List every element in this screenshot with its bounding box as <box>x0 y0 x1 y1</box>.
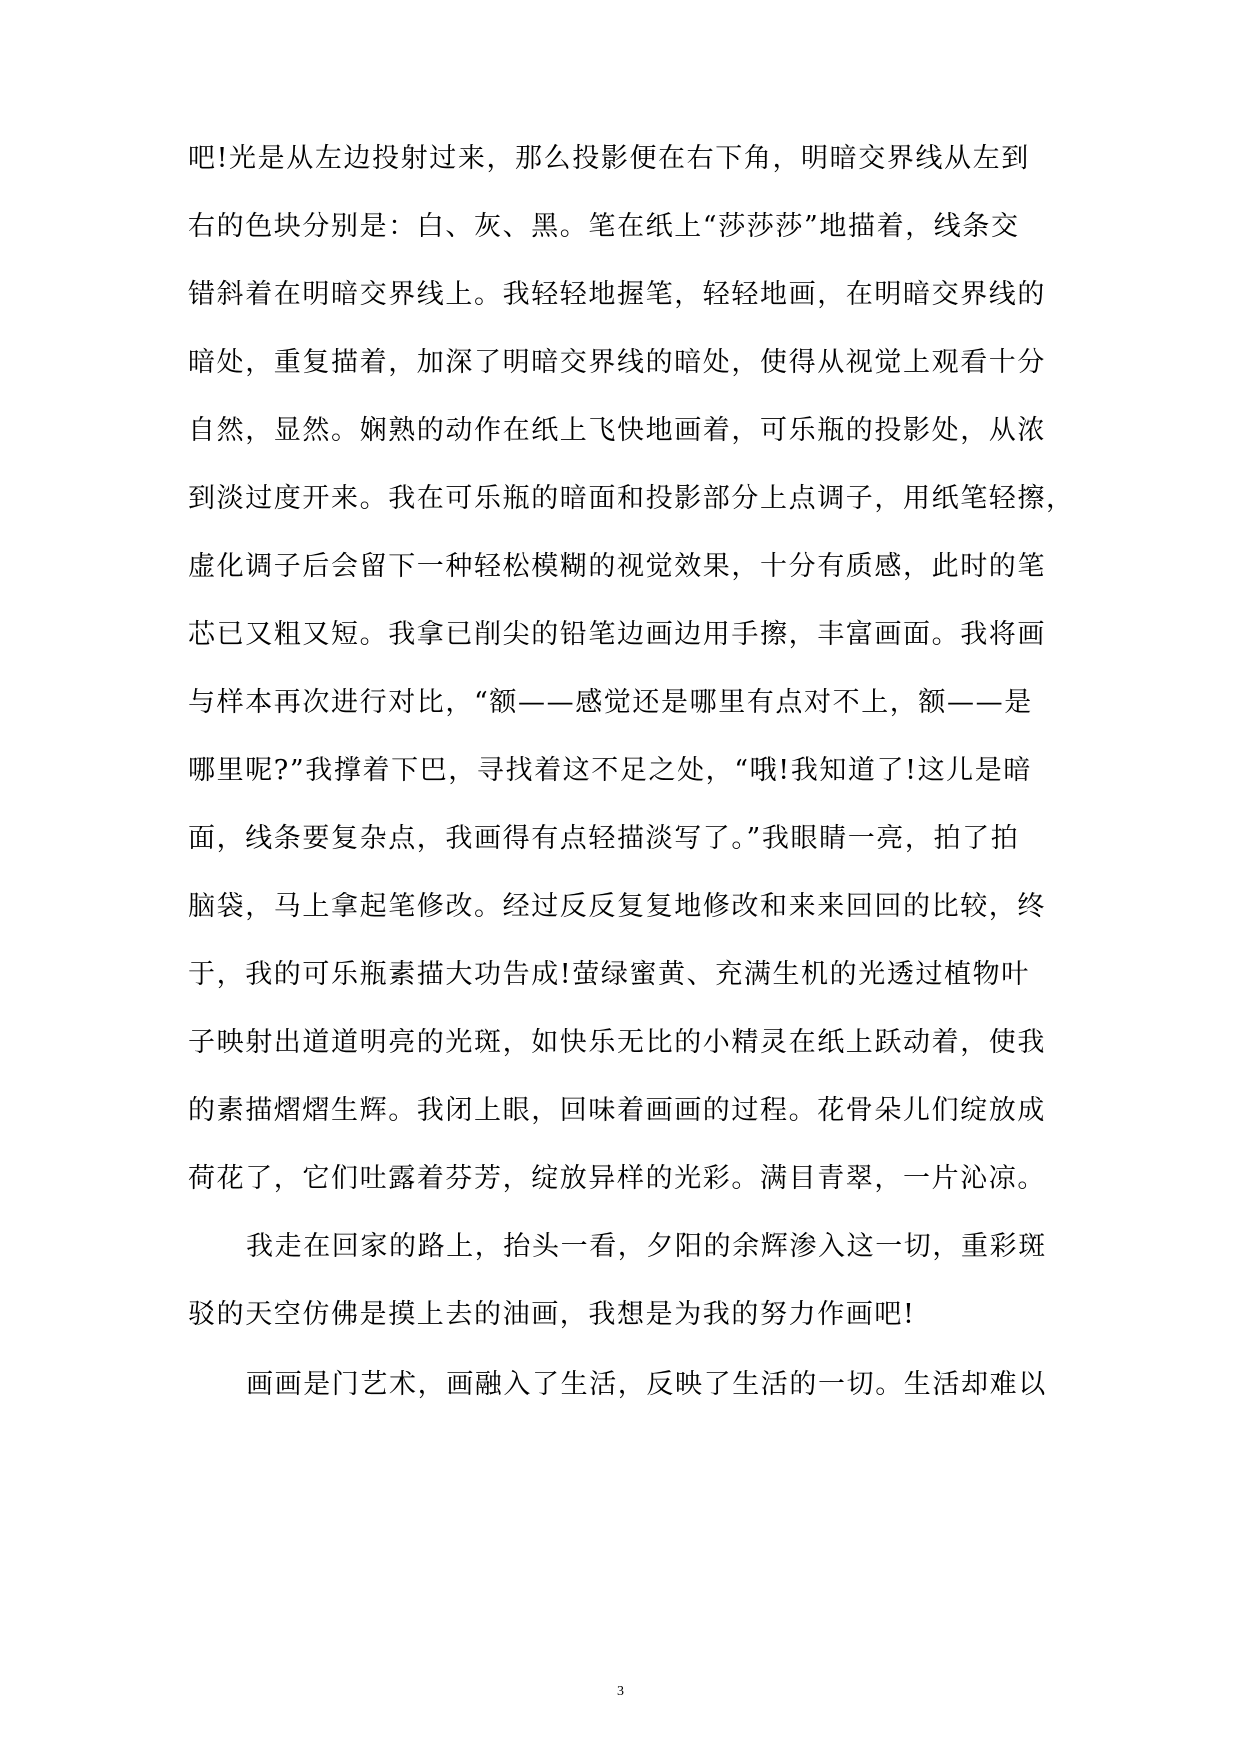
text-line: 荷花了，它们吐露着芬芳，绽放异样的光彩。满目青翠，一片沁凉。 <box>188 1163 1046 1194</box>
text-line: 脑袋，马上拿起笔修改。经过反反复复地修改和来来回回的比较，终 <box>188 891 1046 922</box>
text-line: 与样本再次进行对比，“额——感觉还是哪里有点对不上，额——是 <box>188 687 1033 718</box>
text-line: 芯已又粗又短。我拿已削尖的铅笔边画边用手擦，丰富画面。我将画 <box>188 619 1046 650</box>
text-line: 自然，显然。娴熟的动作在纸上飞快地画着，可乐瓶的投影处，从浓 <box>188 415 1046 446</box>
text-line: 画画是门艺术，画融入了生活，反映了生活的一切。生活却难以 <box>246 1369 1047 1400</box>
text-line: 暗处，重复描着，加深了明暗交界线的暗处，使得从视觉上观看十分 <box>188 347 1046 378</box>
text-line: 的素描熠熠生辉。我闭上眼，回味着画画的过程。花骨朵儿们绽放成 <box>188 1095 1046 1126</box>
page-number: 3 <box>617 1684 624 1699</box>
text-line: 于，我的可乐瓶素描大功告成!萤绿蜜黄、充满生机的光透过植物叶 <box>188 959 1030 990</box>
text-line: 右的色块分别是：白、灰、黑。笔在纸上“莎莎莎”地描着，线条交 <box>188 211 1020 242</box>
text-line: 驳的天空仿佛是摸上去的油画，我想是为我的努力作画吧! <box>188 1299 916 1330</box>
text-line: 错斜着在明暗交界线上。我轻轻地握笔，轻轻地画，在明暗交界线的 <box>188 279 1046 310</box>
text-line: 哪里呢?”我撑着下巴，寻找着这不足之处，“哦!我知道了!这儿是暗 <box>188 755 1032 786</box>
text-line: 面，线条要复杂点，我画得有点轻描淡写了。”我眼睛一亮，拍了拍 <box>188 823 1020 854</box>
text-line: 到淡过度开来。我在可乐瓶的暗面和投影部分上点调子，用纸笔轻擦， <box>188 483 1075 514</box>
text-line: 我走在回家的路上，抬头一看，夕阳的余辉渗入这一切，重彩斑 <box>246 1231 1047 1262</box>
text-line: 虚化调子后会留下一种轻松模糊的视觉效果，十分有质感，此时的笔 <box>188 551 1046 582</box>
text-line: 子映射出道道明亮的光斑，如快乐无比的小精灵在纸上跃动着，使我 <box>188 1027 1046 1058</box>
text-line: 吧!光是从左边投射过来，那么投影便在右下角，明暗交界线从左到 <box>188 143 1030 174</box>
